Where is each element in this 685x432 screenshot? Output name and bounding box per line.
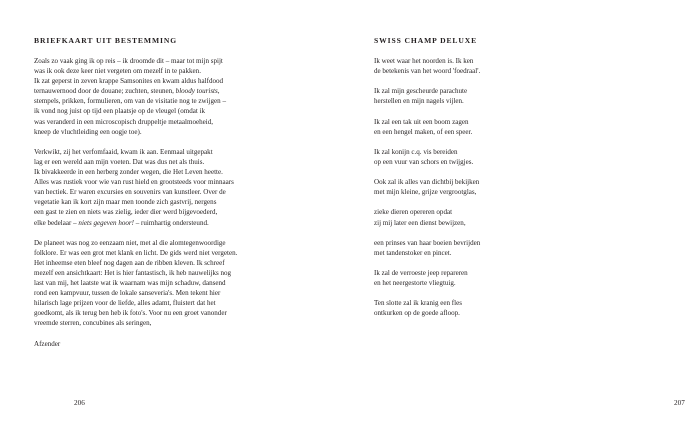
poem-line: Ten slotte zal ik kranig een fles — [374, 299, 462, 308]
page-number-left: 206 — [74, 399, 85, 407]
page-title-left: BRIEFKAART UIT BESTEMMING — [34, 36, 178, 45]
prose-line: stempels, prikken, formulieren, om van de visitatie nog te zwijgen – — [34, 97, 226, 106]
poem-line: zieke dieren opereren opdat — [374, 208, 453, 217]
paragraph-gap — [374, 76, 574, 86]
prose-line: van hectiek. Er waren excursies en souvenirs van kunstleer. Over de — [34, 188, 226, 197]
prose-line: was veranderd in een microscopisch druppeltje metaalmoeheid, — [34, 117, 214, 126]
poem-line: herstellen en mijn nagels vijlen. — [374, 97, 464, 106]
prose-line: Het inheemse eten bleef nog dagen aan de ribben kleven. Ik schreef — [34, 258, 225, 267]
prose-line: Verkwikt, zij het verfomfaaid, kwam ik aan. Eenmaal uitgepakt — [34, 147, 213, 156]
paragraph-gap — [374, 228, 574, 238]
poem-line: ontkurken op de goede afloop. — [374, 309, 460, 318]
prose-line: kneep de vluchtleiding een oogje toe). — [34, 127, 142, 136]
poem-line: en een hengel maken, of een speer. — [374, 127, 473, 136]
prose-line: Ik bivakkeerde in een herberg zonder wegen, die Het Leven heette. — [34, 168, 223, 177]
poem-line: met mijn kleine, grijze vergrootglas, — [374, 188, 477, 197]
paragraph-gap — [374, 197, 574, 207]
prose-line: Ik zat geperst in zeven krappe Samsonites en kwam aldus halfdood — [34, 77, 224, 86]
prose-line: Zoals zo vaak ging ik op reis – ik droomde dit – maar tot mijn spijt — [34, 57, 223, 65]
poem-line: met tandenstoker en pincet. — [374, 248, 452, 257]
prose-line: elke bedelaar – niets gegeven hoor! – ruimhartig ondersteund. — [34, 218, 209, 227]
prose-line: een gast te zien en niets was zielig, ieder dier werd bijgevoederd, — [34, 208, 218, 217]
prose-line: was ik ook deze keer niet vergeten om mezelf in te pakken. — [34, 67, 201, 76]
prose-line: ik vond nog juist op tijd een plaatsje op de vleugel (omdat ik — [34, 107, 206, 116]
paragraph-gap — [34, 228, 306, 238]
paragraph-gap — [374, 167, 574, 177]
paragraph-gap — [374, 288, 574, 298]
prose-line: Alles was rustiek voor wie van rust hield en grootsteeds voor minnaars — [34, 178, 234, 187]
poem-line: zij mij later een dienst bewijzen, — [374, 218, 466, 227]
poem-body — [374, 56, 574, 318]
paragraph-gap — [374, 258, 574, 268]
prose-line: rond een kampvuur, tussen de lokale sanseveria's. Men tekent hier — [34, 289, 221, 298]
sender-line: Afzender — [34, 339, 61, 348]
prose-line: hilarisch lage prijzen voor de liefde, alles adamt, fluistert dat het — [34, 299, 216, 308]
paragraph-gap — [34, 137, 306, 147]
poem-line: Ik weet waar het noorden is. Ik ken — [374, 57, 474, 65]
paragraph-gap — [374, 137, 574, 147]
right-page — [300, 0, 685, 432]
prose-line: goedkomt, als ik terug ben heb ik foto's. Voor nu een groet vanonder — [34, 309, 227, 318]
prose-line: mezelf een ansichtkaart: Het is hier fantastisch, ik heb nauwelijks nog — [34, 268, 232, 277]
poem-line: op een vuur van schors en twijgjes. — [374, 157, 474, 166]
prose-line: ternauwernood door de douane; zuchten, steunen, bloody tourists, — [34, 87, 220, 96]
prose-line: vegetatie kan ik kort zijn maar men toonde zich gastvrij, nergens — [34, 198, 217, 207]
poem-line: Ik zal mijn gescheurde parachute — [374, 87, 468, 96]
prose-line: last van mij, het laatste wat ik waarnam was mijn schaduw, dansend — [34, 279, 226, 288]
page-title-right: SWISS CHAMP DELUXE — [374, 36, 478, 45]
poem-line: de betekenis van het woord 'foedraal'. — [374, 67, 481, 76]
page-number-right: 207 — [674, 399, 685, 407]
poem-line: een prinses van haar boeien bevrijden — [374, 238, 481, 247]
poem-line: Ik zal konijn c.q. vis bereiden — [374, 147, 458, 156]
paragraph-gap — [374, 106, 574, 116]
prose-line: De planeet was nog zo eenzaam niet, met al die alomtegenwoordige — [34, 238, 226, 247]
paragraph-gap — [34, 329, 306, 339]
poem-line: Ik zal een tak uit een boom zagen — [374, 117, 469, 126]
poem-line: en het neergestorte vliegtuig. — [374, 279, 456, 288]
left-page — [0, 0, 300, 432]
prose-body — [34, 56, 306, 349]
prose-line: folklore. Er was een grot met klank en licht. De gids werd niet vergeten. — [34, 248, 238, 257]
prose-line: vreemde sterren, concubines als seringen, — [34, 319, 152, 328]
poem-line: Ik zal de verroeste jeep repareren — [374, 268, 468, 277]
poem-line: Ook zal ik alles van dichtbij bekijken — [374, 178, 480, 187]
prose-line: lag er een wereld aan mijn voeten. Dat was dus net als thuis. — [34, 157, 205, 166]
